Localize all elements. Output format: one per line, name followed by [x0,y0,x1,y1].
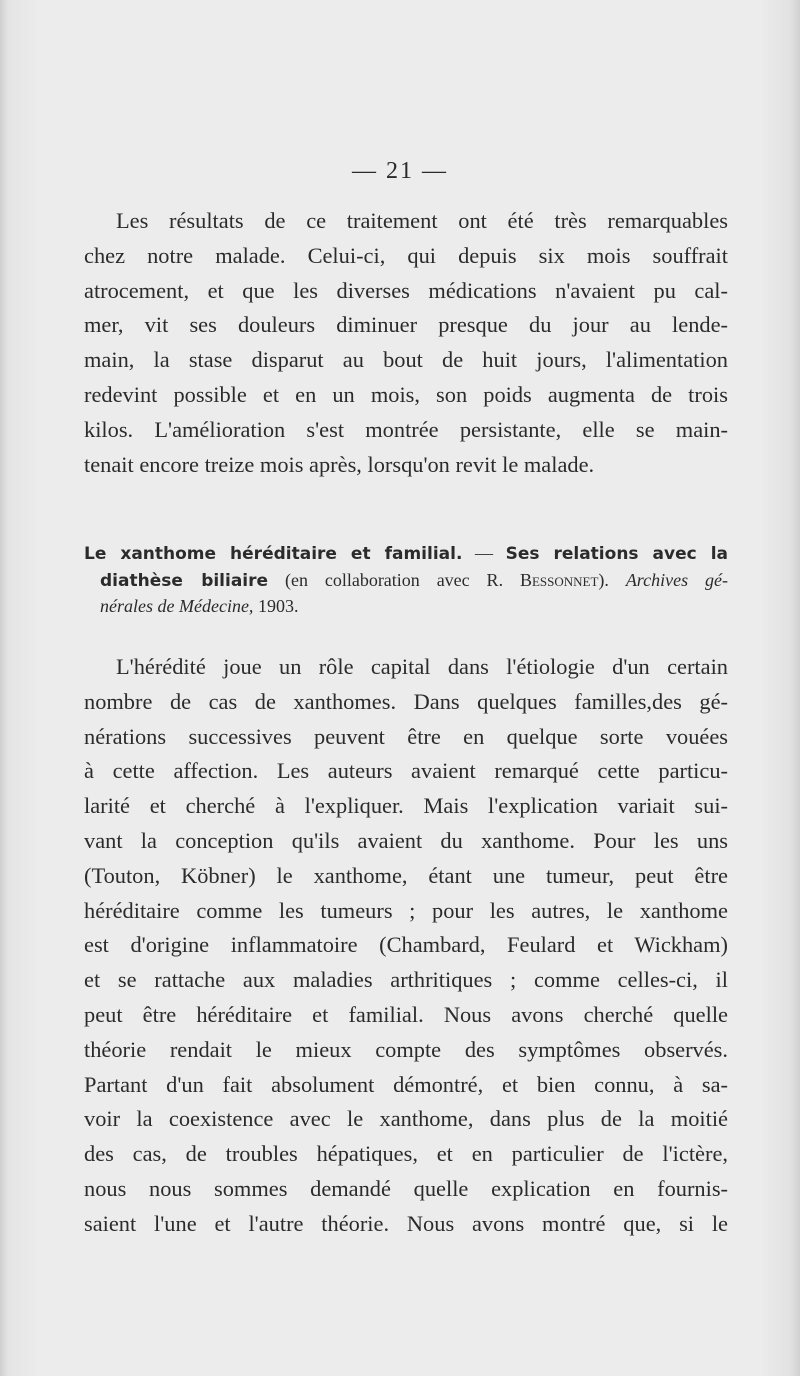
text-line: Partant d'un fait absolument démontré, et bien connu, à sa- [84,1071,728,1097]
text-line: larité et cherché à l'expliquer. Mais l'explication variait sui- [84,793,728,819]
reference-subtitle: Ses relations avec la [505,544,728,564]
text-line: des cas, de troubles hépatiques, et en particulier de l'ictère, [84,1141,728,1167]
text-line: nérations successives peuvent être en quelque sorte vouées [84,723,728,749]
text-line: peut être héréditaire et familial. Nous avons cherché quelle [84,1001,728,1027]
text-line: tenait encore treize mois après, lorsqu'on revit le malade. [84,451,595,477]
reference-subtitle-cont: diathèse biliaire [100,570,269,591]
text-line: et se rattache aux maladies arthritiques ; comme celles-ci, il [84,967,728,993]
text-line: voir la coexistence avec le xanthome, dans plus de la moitié [84,1106,728,1132]
text-line: à cette affection. Les auteurs avaient remarqué cette particu- [84,758,728,784]
text-line: est d'origine inflammatoire (Chambard, Feulard et Wickham) [84,932,728,958]
paragraph-treatment-results [84,204,728,482]
reference-title: Le xanthome héréditaire et familial. [84,544,463,564]
reference-coauthor: Bessonnet [519,569,599,590]
paragraph-heredity [84,650,728,1242]
text-line: nous nous sommes demandé quelle explication en fournis- [84,1175,728,1201]
text-line: théorie rendait le mieux compte des symptômes observés. [84,1036,728,1062]
text-line: vant la conception qu'ils avaient du xanthome. Pour les uns [84,827,728,853]
text-line: mer, vit ses douleurs diminuer presque du jour au lende- [84,312,728,338]
text-line: L'hérédité joue un rôle capital dans l'étiologie d'un certain [116,654,728,679]
reference-year: 1903. [253,596,299,616]
text-line: saient l'une et l'autre théorie. Nous avons montré que, si le [84,1210,728,1236]
text-line: chez notre malade. Celui-ci, qui depuis six mois souffrait [84,242,728,268]
text-line: atrocement, et que les diverses médications n'avaient pu cal- [84,277,728,303]
reference-journal-cont: nérales de Médecine, [100,596,254,616]
reference-journal: Archives gé- [625,569,728,590]
text-line: redevint possible et en un mois, son poids augmenta de trois [84,381,728,407]
text-line: (Touton, Köbner) le xanthome, étant une tumeur, peut être [84,862,728,888]
reference-dash: — [462,543,506,563]
text-line: héréditaire comme les tumeurs ; pour les autres, le xanthome [84,897,728,923]
reference-collab-end: ). [598,569,626,590]
page-number: — 21 — [352,158,448,184]
text-line: nombre de cas de xanthomes. Dans quelques familles,des gé- [84,688,728,714]
text-line: kilos. L'amélioration s'est montrée persistante, elle se main- [84,416,728,442]
reference-line [84,540,728,567]
reference-collab: (en collaboration avec R. [268,569,520,590]
text-line: main, la stase disparut au bout de huit jours, l'alimentation [84,347,728,373]
reference-line [84,567,728,594]
reference-line [84,593,728,620]
bibliographic-reference [84,540,728,620]
text-line: Les résultats de ce traitement ont été très remarquables [116,208,728,233]
